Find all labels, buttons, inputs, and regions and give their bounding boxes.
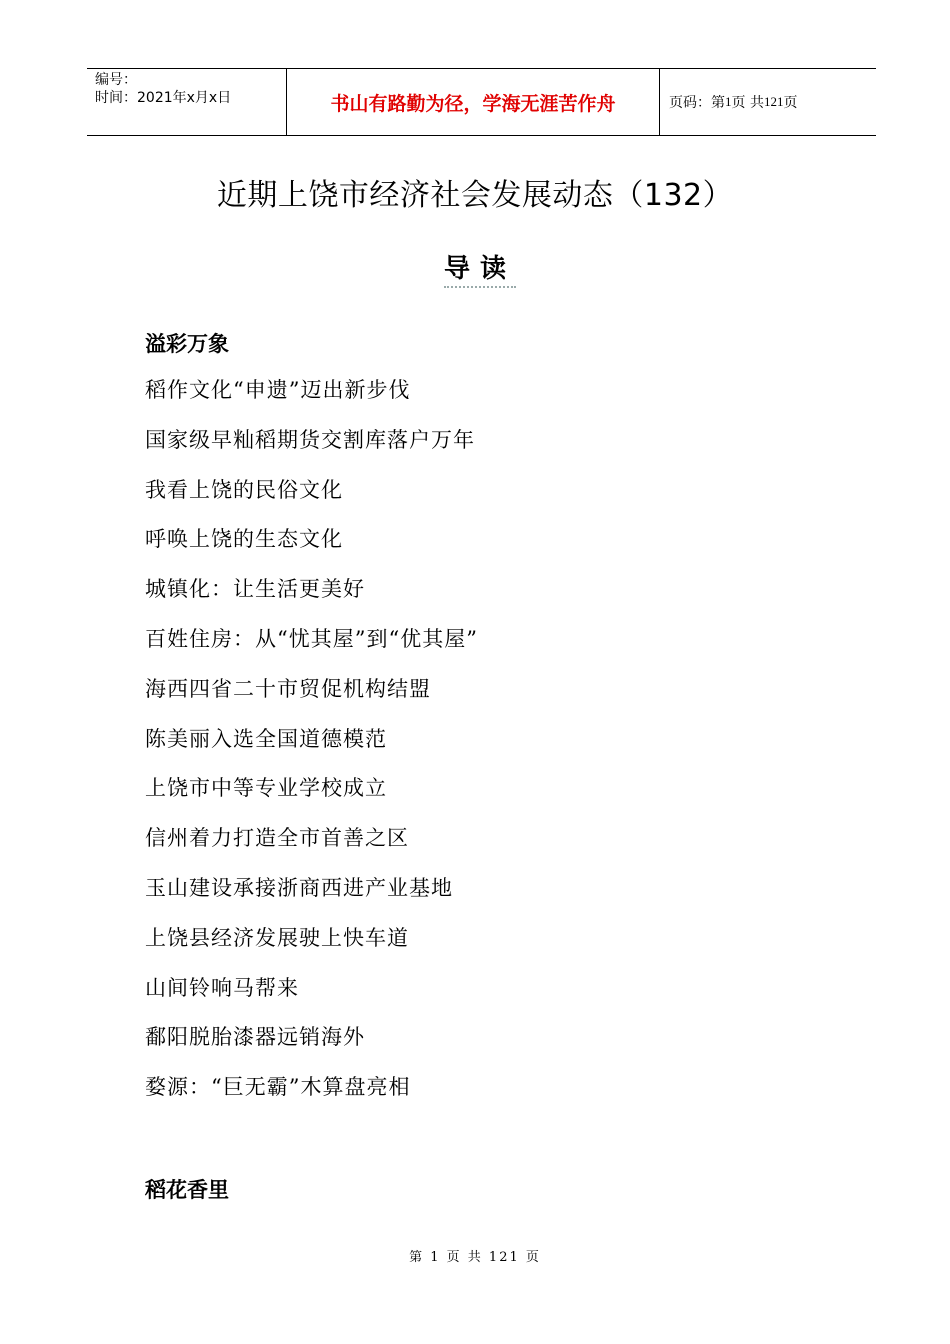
list-item: 我看上饶的民俗文化 — [145, 477, 343, 502]
list-item: 陈美丽入选全国道德模范 — [145, 726, 387, 751]
page-footer: 第 1 页 共 121 页 — [409, 1250, 541, 1265]
subtitle-text: 导读 — [444, 254, 516, 288]
list-item: 百姓住房：从“忧其屋”到“优其屋” — [145, 626, 478, 651]
list-item: 鄱阳脱胎漆器远销海外 — [145, 1025, 365, 1050]
list-item: 信州着力打造全市首善之区 — [145, 826, 409, 851]
page-number: 1 — [725, 94, 732, 109]
code-label: 编号： — [95, 72, 137, 88]
document-subtitle — [0, 248, 950, 285]
list-item: 呼唤上饶的生态文化 — [145, 527, 343, 552]
header-page-info — [660, 69, 876, 135]
list-item: 上饶市中等专业学校成立 — [145, 776, 387, 801]
list-item: 上饶县经济发展驶上快车道 — [145, 925, 409, 950]
list-item: 海西四省二十市贸促机构结盟 — [145, 676, 431, 701]
page-total: 121 — [763, 94, 784, 109]
page-end: 页 — [783, 95, 798, 111]
section-item-list — [145, 375, 478, 1122]
time-label: 时间：2021年x月x日 — [95, 90, 232, 106]
document-title: 近期上饶市经济社会发展动态（132） — [216, 178, 734, 213]
header-motto: 书山有路勤为径，学海无涯苦作舟 — [287, 69, 660, 135]
section-heading: 稻花香里 — [145, 1178, 229, 1202]
page-label: 页码：第 — [669, 95, 725, 111]
list-item: 城镇化：让生活更美好 — [145, 577, 365, 602]
list-item: 玉山建设承接浙商西进产业基地 — [145, 875, 453, 900]
list-item: 稻作文化“申遗”迈出新步伐 — [145, 378, 411, 402]
section-heading: 溢彩万象 — [145, 332, 229, 356]
page-header — [87, 68, 876, 136]
list-item: 山间铃响马帮来 — [145, 975, 299, 1000]
list-item: 国家级早籼稻期货交割库落户万年 — [145, 427, 475, 452]
page-mid: 页 共 — [731, 95, 764, 111]
header-meta — [87, 69, 287, 135]
list-item: 婺源：“巨无霸”木算盘亮相 — [145, 1075, 411, 1100]
